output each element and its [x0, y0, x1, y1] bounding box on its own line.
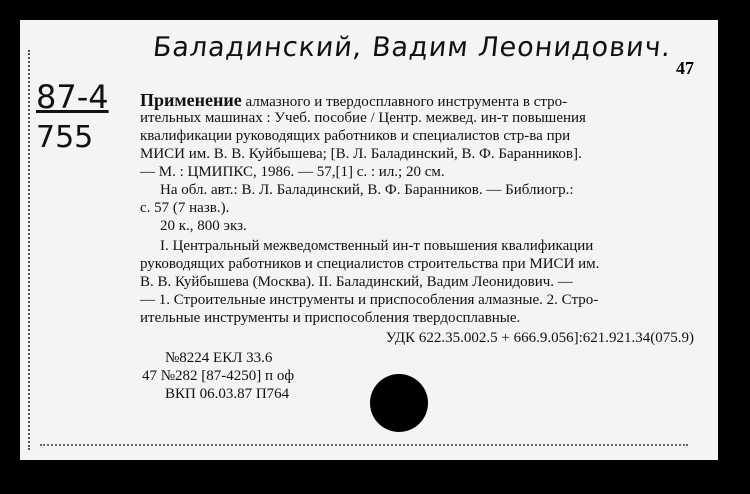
card-bottom-edge	[40, 444, 688, 446]
footer-line: №8224 ЕКЛ 33.6	[165, 350, 273, 366]
entry-line: квалификации руководящих работников и специалистов стр-ва при	[140, 128, 571, 144]
note-line: 20 к., 800 экз.	[160, 218, 247, 234]
card-left-edge	[20, 50, 30, 450]
card-number: 47	[676, 58, 694, 78]
title-lead: Применение	[140, 90, 242, 110]
note-line: с. 57 (7 назв.).	[140, 200, 230, 216]
catalog-card	[20, 20, 718, 460]
entry-line: — М. : ЦМИПКС, 1986. — 57,[1] с. : ил.; 20 см.	[140, 164, 445, 180]
footer-line: 47 №282 [87-4250] п оф	[142, 368, 295, 384]
entry-line: ительных машинах : Учеб. пособие / Центр. межвед. ин-т повышения	[140, 110, 586, 126]
udc-line: УДК 622.35.002.5 + 666.9.056]:621.921.34(075.9)	[385, 330, 694, 346]
tracing-line: ительные инструменты и приспособления твердосплавные.	[140, 310, 521, 326]
shelfmark-top: 87-4	[36, 78, 109, 116]
footer-line: ВКП 06.03.87 П764	[165, 386, 290, 402]
title-continuation: алмазного и твердосплавного инструмента в стро-	[245, 94, 568, 110]
title-line	[140, 90, 567, 111]
tracing-line: В. В. Куйбышева (Москва). II. Баладинский, Вадим Леонидович. —	[140, 274, 573, 290]
shelfmark-bottom: 755	[36, 120, 94, 155]
punch-hole	[370, 374, 428, 432]
handwritten-author: Баладинский, Вадим Леонидович.	[151, 32, 673, 63]
note-line: На обл. авт.: В. Л. Баладинский, В. Ф. Баранников. — Библиогр.:	[160, 182, 574, 198]
tracing-line: I. Центральный межведомственный ин-т повышения квалификации	[160, 238, 594, 254]
tracing-line: — 1. Строительные инструменты и приспособления алмазные. 2. Стро-	[140, 292, 599, 308]
entry-line: МИСИ им. В. В. Куйбышева; [В. Л. Баладинский, В. Ф. Баранников].	[140, 146, 582, 162]
tracing-line: руководящих работников и специалистов строительства при МИСИ им.	[140, 256, 600, 272]
